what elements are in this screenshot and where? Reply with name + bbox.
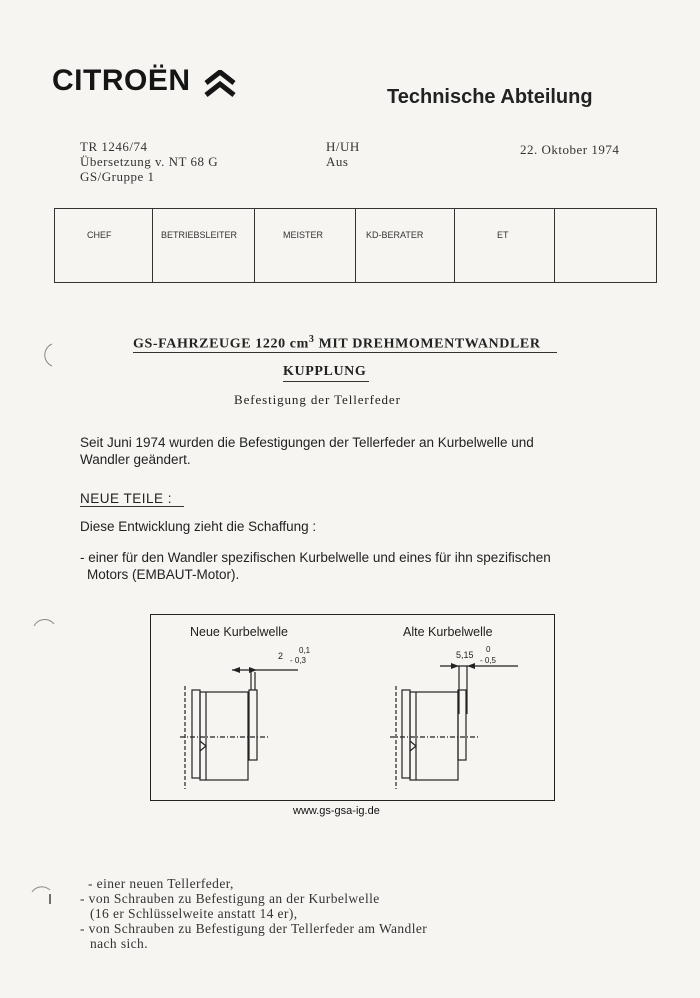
distribution-table	[54, 208, 657, 283]
translation-note: Übersetzung v. NT 68 G	[80, 154, 219, 169]
author-note: Aus	[326, 154, 349, 169]
department-title: Technische Abteilung	[387, 86, 593, 108]
dist-cell-betriebsleiter: BETRIEBSLEITER	[153, 209, 255, 282]
left-dimension-value: 2	[278, 651, 284, 661]
section-heading: KUPPLUNG	[283, 364, 367, 379]
parts-list	[80, 876, 427, 951]
dist-cell-et: ET	[455, 209, 555, 282]
right-dimension-value: 5,15	[456, 650, 474, 660]
subtitle: Befestigung der Tellerfeder	[234, 392, 401, 407]
dist-cell-blank	[555, 209, 655, 282]
list-item: - einer neuen Tellerfeder,	[88, 876, 234, 891]
intro-paragraph: Seit Juni 1974 wurden die Befestigungen der Tellerfeder an Kurbelwelle und Wandler geändert.	[80, 435, 534, 467]
reference-block	[80, 139, 218, 184]
dist-cell-kd-berater: KD-BERATER	[356, 209, 455, 282]
new-parts-intro: Diese Entwicklung zieht die Schaffung :	[80, 519, 317, 534]
dist-cell-meister: MEISTER	[255, 209, 356, 282]
crankshaft-drawings	[150, 614, 555, 801]
new-parts-heading: NEUE TEILE :	[80, 491, 173, 506]
section-underline	[283, 381, 369, 382]
list-item: - von Schrauben zu Befestigung der Tellerfeder am Wandler	[80, 921, 428, 936]
right-dimension-lower-tolerance: - 0,5	[480, 656, 497, 665]
author-block	[326, 139, 360, 169]
dist-cell-chef: CHEF	[55, 209, 153, 282]
reference-number: TR 1246/74	[80, 139, 148, 154]
double-chevron-logo-icon	[203, 70, 237, 98]
author-initials: H/UH	[326, 139, 360, 154]
document-date: 22. Oktober 1974	[520, 142, 620, 157]
list-item: nach sich.	[90, 936, 148, 951]
left-diagram-label: Neue Kurbelwelle	[190, 625, 288, 639]
punch-hole-mark	[28, 884, 58, 914]
group-note: GS/Gruppe 1	[80, 169, 155, 184]
citroen-logo-text: CITROËN	[52, 64, 191, 97]
website-watermark: www.gs-gsa-ig.de	[293, 805, 380, 817]
document-title: GS-FAHRZEUGE 1220 $cm^3$ MIT DREHMOMENTWANDLER	[133, 334, 541, 352]
left-dimension-upper-tolerance: 0,1	[299, 646, 311, 655]
list-item: (16 er Schlüsselweite anstatt 14 er),	[90, 906, 298, 921]
right-diagram-label: Alte Kurbelwelle	[403, 625, 493, 639]
punch-hole-mark	[30, 614, 60, 644]
bullet-crankshaft: - einer für den Wandler spezifischen Kurbelwelle und eines für ihn spezifischen Motors (EMBAUT-Motor).	[80, 550, 551, 582]
punch-hole-mark	[30, 340, 60, 370]
new-parts-underline	[80, 506, 184, 507]
right-dimension-upper-tolerance: 0	[486, 645, 491, 654]
old-crankshaft-drawing	[390, 663, 518, 789]
title-underline	[133, 352, 557, 353]
list-item: - von Schrauben zu Befestigung an der Kurbelwelle	[80, 891, 380, 906]
left-dimension-lower-tolerance: - 0,3	[290, 656, 307, 665]
new-crankshaft-drawing	[180, 667, 298, 789]
